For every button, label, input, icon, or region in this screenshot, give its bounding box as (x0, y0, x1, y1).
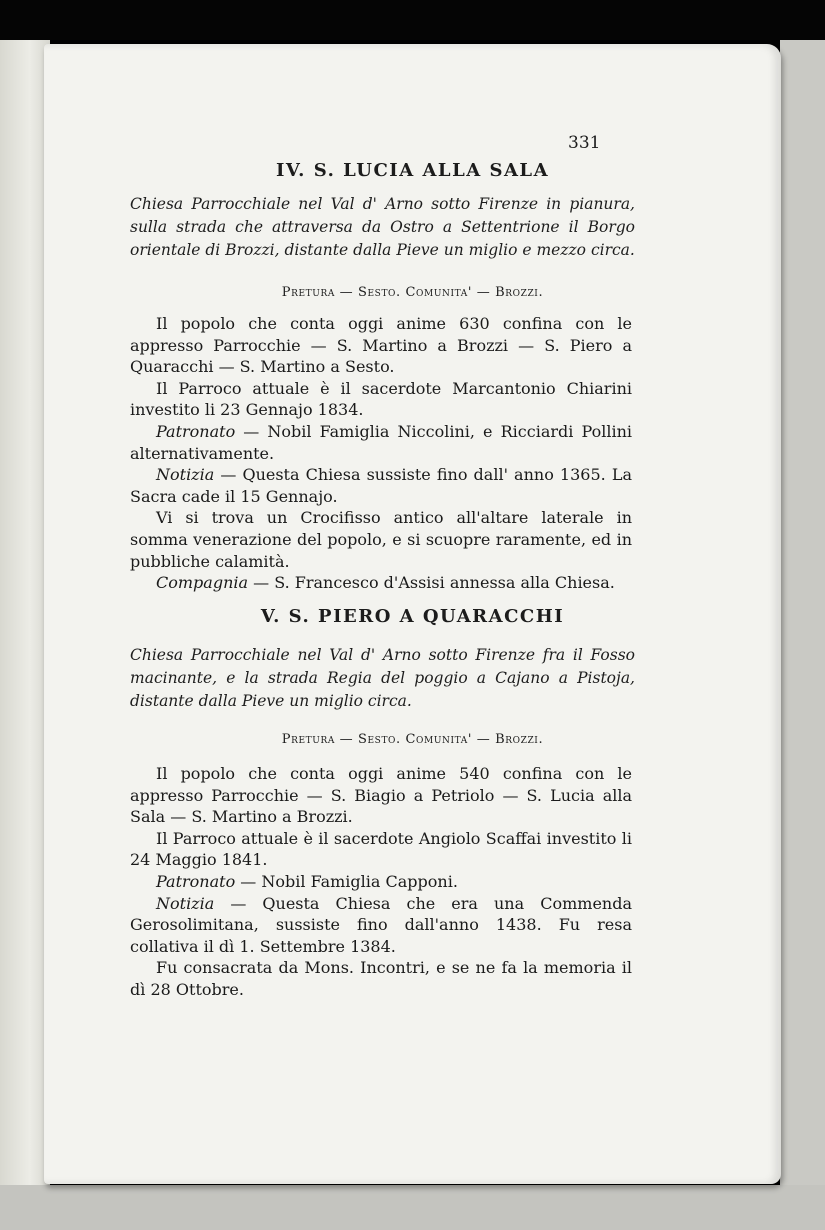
paragraph: Il popolo che conta oggi anime 630 confina con le appresso Parrocchie — S. Martino a Brozzi — S. Piero a Quaracchi — S. Martino a Sesto. (130, 314, 632, 377)
paragraph: Il Parroco attuale è il sacerdote Marcantonio Chiarini investito li 23 Gennajo 1834. (130, 378, 632, 420)
paragraph: Vi si trova un Crocifisso antico all'altare laterale in somma venerazione del popolo, e si scuopre raramente, ed in pubbliche calamità. (130, 508, 632, 571)
section-body-piero (130, 763, 632, 1001)
dark-background (0, 0, 825, 40)
section-title-lucia: IV. S. LUCIA ALLA SALA (275, 160, 550, 181)
label-notizia: Notizia (156, 893, 215, 913)
paragraph-text: — Questa Chiesa che era una Commenda Gerosolimitana, sussiste fino dall'anno 1438. Fu resa collativa il dì 1. Settembre 1384. (130, 893, 632, 956)
section-intro-piero: Chiesa Parrocchiale nel Val d' Arno sotto Firenze fra il Fosso macinante, e la strada Regia del poggio a Cajano a Pistoja, distante dalla Pieve un miglio circa. (130, 646, 635, 710)
paragraph-text: — Questa Chiesa sussiste fino dall' anno 1365. La Sacra cade il 15 Gennajo. (130, 465, 632, 506)
paragraph: Il Parroco attuale è il sacerdote Angiolo Scaffai investito li 24 Maggio 1841. (130, 828, 632, 870)
paragraph-text: — Nobil Famiglia Niccolini, e Ricciardi Pollini alternativamente. (130, 421, 632, 463)
paragraph (130, 464, 632, 507)
section-body-lucia (130, 313, 632, 594)
pretura-line-piero: Pretura — Sesto. Comunita' — Brozzi. (281, 732, 544, 747)
paragraph (130, 893, 632, 958)
paragraph-text: — Nobil Famiglia Capponi. (235, 871, 458, 891)
paragraph (130, 421, 632, 464)
section-title-piero: V. S. PIERO A QUARACCHI (260, 606, 565, 627)
background-surface (780, 40, 825, 1230)
page-number: 331 (568, 133, 601, 153)
paragraph (130, 871, 632, 893)
label-patronato: Patronato (156, 421, 236, 441)
paragraph: Il popolo che conta oggi anime 540 confina con le appresso Parrocchie — S. Biagio a Petriolo — S. Lucia alla Sala — S. Martino a Brozzi. (130, 764, 632, 827)
section-intro-lucia: Chiesa Parrocchiale nel Val d' Arno sotto Firenze in pianura, sulla strada che attraversa da Ostro a Settentrione il Borgo orientale di Brozzi, distante dalla Pieve un miglio e mezzo circa. (130, 195, 635, 259)
table-surface (0, 1185, 825, 1230)
label-compagnia: Compagnia (156, 573, 249, 593)
label-notizia: Notizia (156, 465, 215, 485)
paragraph (130, 572, 632, 594)
paragraph: Fu consacrata da Mons. Incontri, e se ne fa la memoria il dì 28 Ottobre. (130, 958, 632, 999)
paragraph-text: — S. Francesco d'Assisi annessa alla Chiesa. (248, 573, 615, 593)
label-patronato: Patronato (156, 871, 236, 891)
pretura-line-lucia: Pretura — Sesto. Comunita' — Brozzi. (281, 285, 544, 300)
